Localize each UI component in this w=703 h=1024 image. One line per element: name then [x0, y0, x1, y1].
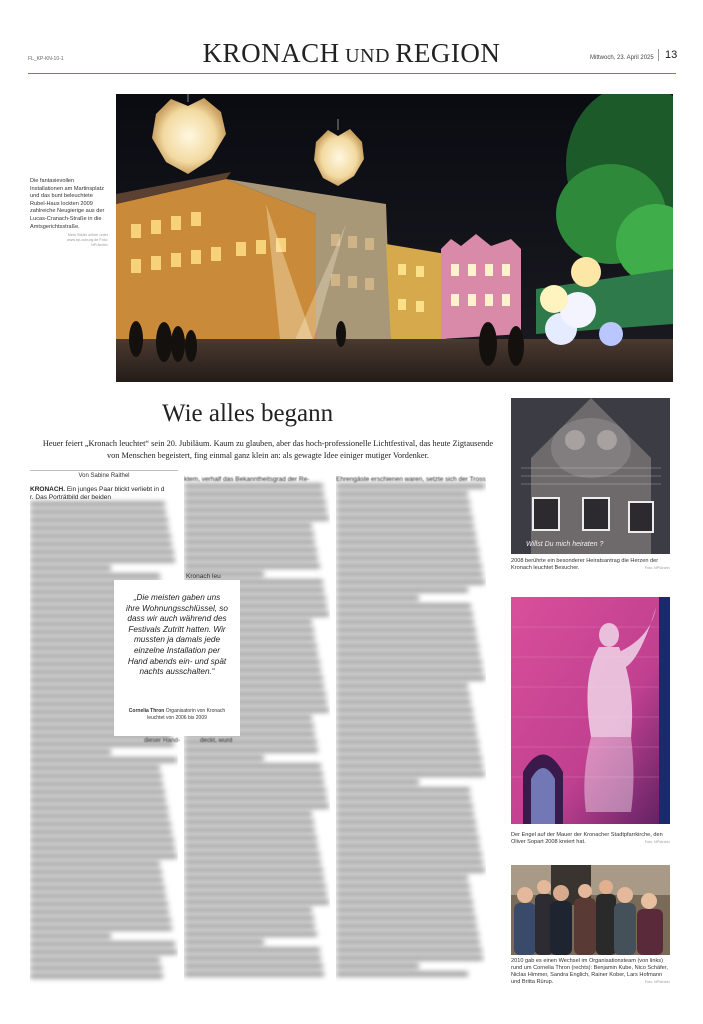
blurred-text-line [336, 724, 476, 728]
blurred-text-line [184, 812, 312, 816]
blurred-text-line [336, 860, 483, 864]
blurred-text-line [336, 572, 483, 576]
blurred-text-line [336, 500, 470, 504]
blurred-text-line [184, 548, 317, 552]
team-photo [511, 865, 670, 955]
blurred-text-line [30, 830, 172, 834]
blurred-text-line [30, 542, 172, 546]
article-column-3 [336, 476, 486, 986]
blurred-text-line [30, 566, 111, 570]
blurred-text-line [336, 788, 470, 792]
article-headline: Wie alles begann [162, 400, 334, 427]
blurred-text-line [184, 820, 314, 824]
column-1-bottom-fragment: dieser Hand- [144, 737, 181, 744]
blurred-text-line [184, 796, 327, 800]
blurred-text-line [336, 676, 485, 680]
pull-quote-attribution [120, 708, 234, 721]
quote-author-name: Cornelia Thron [128, 708, 165, 714]
blurred-text-line [336, 652, 480, 656]
blurred-text-line [184, 916, 314, 920]
proposal-photo [511, 398, 670, 554]
column-2-bottom-fragment: deckt, wurd [200, 737, 233, 744]
blurred-text-line [336, 508, 471, 512]
blurred-text-line [336, 924, 477, 928]
blurred-text-line [336, 684, 468, 688]
blurred-text-line [184, 756, 264, 760]
blurred-text-line [336, 796, 471, 800]
blurred-text-line [30, 782, 163, 786]
angel-photo [511, 597, 670, 824]
blurred-text-line [184, 532, 314, 536]
blurred-text-line [184, 900, 329, 904]
blurred-text-line [336, 732, 477, 736]
blurred-text-line [30, 886, 165, 890]
blurred-text-line [336, 820, 476, 824]
blurred-text-line [30, 806, 168, 810]
blurred-text-line [336, 756, 482, 760]
blurred-text-line [336, 956, 483, 960]
blurred-text-line [184, 972, 324, 976]
blurred-text-line [30, 974, 163, 978]
blurred-text-line [30, 918, 171, 922]
column-3-first-line: Ehrengäste erschienen waren, setzte sich der Tross [336, 476, 486, 483]
team-photo-credit: Foto: NP/Archiv [644, 980, 670, 984]
blurred-text-line [336, 964, 419, 968]
blurred-text-line [184, 884, 326, 888]
blurred-text-line [336, 692, 470, 696]
angel-projection-image [511, 597, 670, 824]
blurred-text-line [184, 940, 264, 944]
hero-caption: Die fantasievollen Installationen am Martinsplatz und das bunt beleuchtete Rubel-Haus lockten 2009 zahlreiche Neugierige aus der Lucas-Cranach-Straße in die Amtsgerichtsstraße. [30, 178, 105, 230]
section-title-end: REGION [395, 38, 501, 68]
blurred-text-line [184, 764, 321, 768]
blurred-text-line [30, 534, 171, 538]
blurred-text-line [336, 660, 482, 664]
blurred-text-line [184, 892, 327, 896]
article-column-1 [30, 486, 181, 986]
blurred-text-line [184, 540, 315, 544]
blurred-text-line [184, 836, 317, 840]
pull-quote-text: „Die meisten gaben uns ihre Wohnungsschlüssel, so dass wir auch während des Festivals Zutritt hatten. Wir mussten ja damals jede einzelne Installation per Hand abends ein- und spät nachts ausschalten.“ [126, 593, 228, 677]
dateline: KRONACH. [30, 486, 66, 493]
blurred-text-line [184, 876, 324, 880]
blurred-text-line [336, 868, 485, 872]
blurred-text-line [184, 924, 315, 928]
blurred-text-line [336, 916, 476, 920]
article-byline: Von Sabine Raithel [78, 473, 130, 479]
blurred-text-line [336, 940, 480, 944]
blurred-text-line [30, 862, 160, 866]
blurred-text-line [336, 548, 479, 552]
blurred-text-line [336, 580, 485, 584]
column-1-second-line: r. Das Porträtbild der beiden [30, 494, 111, 501]
blurred-text-line [30, 822, 171, 826]
blurred-text-line [336, 636, 477, 640]
blurred-text-line [336, 620, 474, 624]
issue-date: Mittwoch, 23. April 2025 [590, 55, 654, 61]
blurred-text-line [336, 700, 471, 704]
proposal-projection-image [511, 398, 670, 554]
blurred-text-line [336, 884, 470, 888]
blurred-text-line [30, 550, 174, 554]
blurred-text-line [336, 628, 476, 632]
blurred-text-line [336, 908, 474, 912]
blurred-text-line [184, 492, 324, 496]
blurred-text-line [336, 740, 479, 744]
angel-caption: Der Engel auf der Mauer der Kronacher Stadtpfarrkirche, den Oliver Sopart 2008 kreiert hat. Foto: NP/Archiv [511, 832, 670, 845]
blurred-text-line [184, 868, 323, 872]
blurred-text-line [184, 564, 320, 568]
blurred-text-line [336, 564, 482, 568]
blurred-text-line [30, 846, 175, 850]
blurred-text-line [30, 958, 160, 962]
blurred-text-line [336, 780, 419, 784]
header-divider [28, 73, 676, 74]
blurred-text-line [336, 540, 477, 544]
blurred-text-line [184, 948, 320, 952]
blurred-text-line [336, 524, 474, 528]
blurred-text-line [336, 844, 480, 848]
team-caption: 2010 gab es einen Wechsel im Organisationsteam (von links) rund um Cornelia Thron (rechts): Benjamin Kube, Nico Schäfer, Niclas Himmer, Sandra Englich, Rainer Kober, Lars Hofmann und Britta Rürup. Foto: NP/Archiv [511, 958, 670, 985]
blurred-text-line [336, 748, 480, 752]
blurred-text-line [336, 764, 483, 768]
blurred-text-line [336, 932, 479, 936]
blurred-text-line [30, 926, 172, 930]
blurred-text-line [336, 668, 483, 672]
column-2-first-line: ktem, verhalf das Bekanntheitsgrad der Re- [184, 476, 310, 483]
article-teaser: Heuer feiert „Kronach leuchtet“ sein 20. Jubiläum. Kaum zu glauben, aber das hoch-professionelle Lichtfestival, das heute Zigtausende von Menschen begeistert, fing einmal ganz klein an: als gewagte Idee einiger mutiger Vordenker. [42, 439, 494, 460]
section-title-connector: UND [339, 45, 396, 67]
blurred-text-line [30, 870, 162, 874]
blurred-text-line [30, 878, 163, 882]
blurred-text-line [30, 766, 160, 770]
page-number: 13 [658, 49, 677, 61]
hero-photo [116, 94, 673, 382]
proposal-caption: 2008 berührte ein besonderer Heiratsantrag die Herzen der Kronach leuchtet Besucher. Foto: NP/Archiv [511, 558, 670, 571]
section-title-main: KRONACH [202, 38, 340, 68]
blurred-text-line [184, 748, 318, 752]
blurred-text-line [30, 574, 160, 578]
blurred-text-line [184, 932, 317, 936]
blurred-text-line [336, 900, 473, 904]
blurred-text-line [30, 518, 168, 522]
blurred-text-line [336, 588, 468, 592]
angel-photo-credit: Foto: NP/Archiv [644, 840, 670, 844]
blurred-text-line [30, 966, 162, 970]
blurred-text-line [184, 852, 320, 856]
column-2-mid-fragment: Kronach leu [186, 573, 221, 580]
blurred-text-line [184, 780, 324, 784]
blurred-text-line [30, 910, 169, 914]
blurred-text-line [184, 804, 329, 808]
blurred-text-line [184, 508, 327, 512]
blurred-text-line [336, 492, 468, 496]
blurred-text-line [184, 788, 326, 792]
page-code: FL_KP-KN-10-1 [28, 56, 64, 62]
blurred-text-line [30, 558, 175, 562]
blurred-text-block [336, 484, 486, 976]
blurred-text-line [30, 774, 162, 778]
blurred-text-line [184, 524, 312, 528]
blurred-text-line [30, 758, 177, 762]
blurred-text-line [30, 510, 166, 514]
blurred-text-line [336, 948, 482, 952]
blurred-text-line [336, 892, 471, 896]
blurred-text-line [336, 972, 468, 976]
blurred-text-line [336, 812, 474, 816]
blurred-text-line [336, 804, 473, 808]
blurred-text-line [184, 556, 318, 560]
blurred-text-line [30, 942, 175, 946]
blurred-text-line [30, 750, 111, 754]
blurred-text-line [30, 950, 177, 954]
blurred-text-line [30, 790, 165, 794]
blurred-text-line [336, 836, 479, 840]
proposal-wall-text: Willst Du mich heiraten ? [526, 541, 604, 548]
blurred-text-line [336, 516, 473, 520]
byline-rule [30, 470, 178, 471]
blurred-text-line [336, 828, 477, 832]
blurred-text-line [30, 894, 166, 898]
blurred-text-line [336, 604, 471, 608]
blurred-text-line [184, 908, 312, 912]
blurred-text-line [336, 556, 480, 560]
blurred-text-line [30, 838, 174, 842]
blurred-text-line [336, 708, 473, 712]
blurred-text-line [30, 814, 169, 818]
blurred-text-line [184, 860, 321, 864]
blurred-text-line [30, 502, 165, 506]
organisation-team-group-image [511, 865, 670, 955]
blurred-text-line [30, 934, 111, 938]
blurred-text-line [336, 852, 482, 856]
blurred-text-line [184, 484, 323, 488]
proposal-photo-credit: Foto: NP/Archiv [644, 566, 670, 570]
blurred-text-line [336, 596, 419, 600]
night-festival-scene [116, 94, 673, 382]
blurred-text-line [184, 516, 329, 520]
blurred-text-line [336, 644, 479, 648]
column-1-first-line: KRONACH. Ein junges Paar blickt verliebt in d [30, 486, 165, 493]
blurred-text-line [184, 956, 321, 960]
blurred-text-line [30, 902, 168, 906]
blurred-text-line [30, 854, 177, 858]
hero-photo-credit: Mehr Bilder online unter www.np-coburg.de Foto: NP/Archiv [66, 233, 108, 247]
section-title [0, 38, 703, 69]
blurred-text-line [184, 844, 318, 848]
blurred-text-line [336, 612, 473, 616]
blurred-text-line [184, 500, 326, 504]
quote-author-role: Organisatorin von Kronach leuchtet von 2006 bis 2009 [147, 708, 226, 721]
blurred-text-line [336, 532, 476, 536]
blurred-text-line [30, 526, 169, 530]
blurred-text-line [336, 484, 485, 488]
blurred-text-line [336, 716, 474, 720]
blurred-text-line [184, 772, 323, 776]
blurred-text-line [184, 964, 323, 968]
blurred-text-line [336, 876, 468, 880]
blurred-text-line [30, 798, 166, 802]
blurred-text-line [336, 772, 485, 776]
blurred-text-line [184, 828, 315, 832]
